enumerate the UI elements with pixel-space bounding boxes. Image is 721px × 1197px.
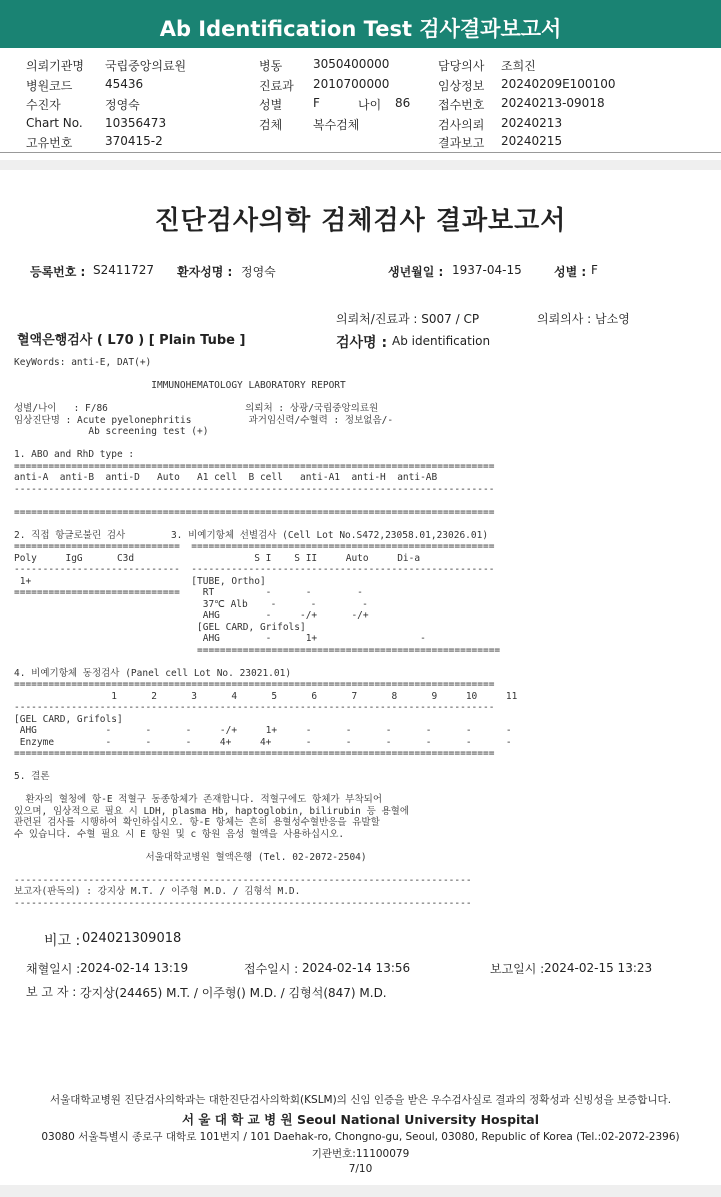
report-line: 1+ [TUBE, Ortho] — [14, 575, 266, 587]
report-line — [14, 656, 517, 668]
dob-value: 1937-04-15 — [452, 263, 522, 277]
report-line: ===================================================== — [14, 644, 501, 656]
report-line — [14, 760, 517, 772]
header-label: 수진자 — [26, 98, 61, 112]
header-value: 10356473 — [105, 116, 167, 130]
sex-value: F — [591, 263, 598, 277]
certification-note: 서울대학교병원 진단검사의학과는 대한진단검사의학회(KSLM)의 신임 인증을 받은 우수검사실로 결과의 정확성과 신빙성을 보증합니다. — [49, 1094, 672, 1106]
dob-label: 생년월일 : — [388, 265, 444, 279]
dept: 의뢰처/진료과 : S007 / CP — [336, 312, 480, 326]
bigo-label: 비고 : — [44, 933, 81, 949]
header-label: 진료과 — [259, 79, 294, 93]
header-value: 20240213 — [501, 116, 563, 130]
header-value: 2010700000 — [313, 77, 390, 91]
header-label: 성별 — [259, 98, 283, 112]
report-line: 서울대학교병원 혈액은행 (Tel. 02-2072-2504) — [14, 851, 367, 863]
report-line: IMMUNOHEMATOLOGY LABORATORY REPORT — [14, 380, 346, 391]
header-label: 병원코드 — [26, 79, 73, 93]
report-line: 있으며, 임상적으로 필요 시 LDH, plasma Hb, haptoglobin, bilirubin 등 용혈에 — [14, 805, 410, 817]
report-line: anti-A anti-B anti-D Auto A1 cell B cell anti-A1 anti-H anti-AB — [14, 472, 438, 483]
report-line — [14, 392, 517, 404]
header-value: 20240215 — [501, 134, 563, 148]
requesting-doctor: 의뢰의사 : 남소영 — [537, 312, 630, 326]
report-line — [14, 783, 517, 795]
report-line: ==================================================================================== — [14, 748, 495, 759]
report-page — [0, 170, 721, 1185]
collection-value: 2024-02-14 13:19 — [80, 961, 189, 975]
institution-code: 기관번호:11100079 — [311, 1148, 410, 1160]
page-number: 7/10 — [348, 1163, 373, 1175]
age-label: 나이 — [358, 98, 382, 112]
report-line: [GEL CARD, Grifols] — [14, 713, 123, 725]
name-label: 환자성명 : — [177, 265, 233, 279]
header-value: 국립중앙의료원 — [105, 59, 187, 73]
name-value: 정영숙 — [241, 265, 276, 279]
collection-label: 채혈일시 : — [26, 962, 81, 976]
age-value: 86 — [395, 96, 411, 110]
header-value: F — [313, 96, 320, 110]
hospital-address: 03080 서울특별시 종로구 대학로 101번지 / 101 Daehak-ro, Chongno-gu, Seoul, 03080, Republic of Korea (Tel.:02-2072-2396) — [41, 1131, 680, 1143]
header-label: 의뢰기관명 — [26, 59, 84, 73]
report-line: -------------------------------------------------------------------------------- — [14, 897, 472, 909]
received-value: 2024-02-14 13:56 — [302, 961, 411, 975]
report-line: Ab screening test (+) — [14, 426, 209, 437]
header-value: 복수검체 — [313, 118, 360, 132]
report-line — [14, 518, 517, 530]
report-line: ----------------------------- ----------------------------------------------------- — [14, 564, 495, 575]
blood-bank-test: 혈액은행검사 ( L70 ) [ Plain Tube ] — [17, 333, 246, 348]
report-title: 진단검사의학 검체검사 결과보고서 — [154, 206, 567, 236]
report-line — [14, 495, 517, 507]
report-line — [14, 840, 517, 852]
bigo-value: 024021309018 — [82, 931, 182, 946]
report-line: AHG - - - -/+ 1+ - - - - - - — [14, 725, 512, 736]
report-line: ------------------------------------------------------------------------------------ — [14, 702, 495, 713]
report-line: 수 있습니다. 수혈 필요 시 E 항원 및 c 항원 음성 혈액을 사용하십시오. — [14, 828, 345, 840]
report-line — [14, 438, 517, 450]
reported-label: 보고일시 : — [490, 962, 545, 976]
hospital-name: 서 울 대 학 교 병 원 Seoul National University Hospital — [181, 1112, 540, 1127]
header-label: 담당의사 — [438, 59, 485, 73]
report-line: 1 2 3 4 5 6 7 8 9 10 11 — [14, 690, 518, 702]
report-line: ------------------------------------------------------------------------------------ — [14, 483, 495, 495]
header-label: 검사의뢰 — [438, 118, 485, 132]
header-label: 고유번호 — [26, 136, 73, 150]
report-line: 5. 결론 — [14, 771, 50, 782]
header-label: 검체 — [259, 118, 283, 132]
reporter-value: 강지상(24465) M.T. / 이주형() M.D. / 김형석(847) M.D. — [80, 986, 387, 1000]
report-line: 1. ABO and RhD type : — [14, 449, 135, 460]
report-line: 임상진단명 : Acute pyelonephritis 과거임신력/수혈력 : 정보없음/- — [14, 414, 394, 426]
header-value: 조희진 — [501, 59, 536, 73]
report-line: 환자의 혈청에 항-E 적혈구 동종항체가 존재합니다. 적혈구에도 항체가 부착되어 — [14, 794, 383, 805]
reported-value: 2024-02-15 13:23 — [544, 961, 653, 975]
report-line: 2. 직접 항글로불린 검사 3. 비예기항체 선별검사 (Cell Lot No.S472,23058.01,23026.01) — [14, 529, 489, 541]
reg-value: S2411727 — [93, 263, 155, 277]
report-line: 성별/나이 : F/86 의뢰처 : 상광/국립중앙의료원 — [14, 403, 379, 414]
report-line — [14, 369, 517, 381]
report-line: -------------------------------------------------------------------------------- — [14, 874, 472, 886]
test-name-label: 검사명 : — [336, 335, 388, 351]
report-line — [14, 863, 517, 875]
header-label: Chart No. — [26, 116, 83, 130]
report-banner: Ab Identification Test 검사결과보고서 — [0, 0, 721, 48]
report-line: 4. 비예기항체 동정검사 (Panel cell Lot No. 23021.01) — [14, 667, 292, 679]
header-label: 임상정보 — [438, 79, 485, 93]
sex-label: 성별 : — [554, 265, 587, 279]
header-value: 45436 — [105, 77, 144, 91]
lab-report-body — [14, 357, 517, 909]
report-line: KeyWords: anti-E, DAT(+) — [14, 357, 152, 368]
report-line: 관련된 검사를 시행하여 확인하십시오. 항-E 항체는 흔히 용혈성수혈반응을 유발할 — [14, 817, 380, 828]
received-label: 접수일시 : — [244, 962, 299, 976]
report-line: ============================= ===================================================== — [14, 541, 495, 552]
header-value: 370415-2 — [105, 134, 163, 148]
report-line: 보고자(판독의) : 강지상 M.T. / 이주형 M.D. / 김형석 M.D. — [14, 886, 301, 897]
header-value: 3050400000 — [313, 57, 390, 71]
report-line: ==================================================================================== — [14, 460, 495, 472]
report-line: AHG - 1+ - — [14, 633, 426, 644]
test-name-value: Ab identification — [392, 334, 491, 348]
header-value: 정영숙 — [105, 98, 140, 112]
header-label: 병동 — [259, 59, 283, 73]
report-line: Poly IgG C3d S I S II Auto Di-a — [14, 552, 421, 564]
header-label: 결과보고 — [438, 136, 485, 150]
report-line: ==================================================================================== — [14, 679, 495, 690]
page-gap-bottom — [0, 1185, 721, 1197]
report-line: AHG - -/+ -/+ — [14, 610, 369, 621]
reporter-label: 보 고 자 : — [26, 985, 77, 999]
reg-label: 등록번호 : — [30, 265, 86, 279]
report-line: 37℃ Alb - - - — [14, 598, 368, 610]
report-line: [GEL CARD, Grifols] — [14, 621, 306, 633]
header-value: 20240213-09018 — [501, 96, 605, 110]
header-label: 접수번호 — [438, 98, 485, 112]
report-line: ==================================================================================== — [14, 506, 495, 518]
header-divider — [0, 152, 721, 153]
header-value: 20240209E100100 — [501, 77, 616, 91]
report-line: ============================= RT - - - — [14, 587, 363, 598]
report-line: Enzyme - - - 4+ 4+ - - - - - - — [14, 736, 512, 748]
